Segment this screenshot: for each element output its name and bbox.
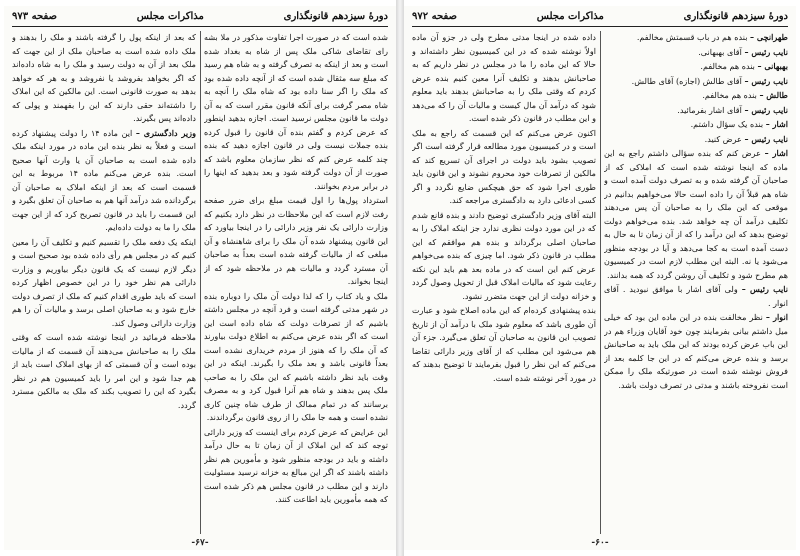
left-column-divider bbox=[200, 31, 201, 534]
left-page-column-right bbox=[204, 31, 388, 534]
book-gutter bbox=[396, 0, 404, 556]
speaker-line: طالش – بنده هم مخالفم. bbox=[702, 90, 788, 100]
left-header-page-number: صفحه ۹۷۳ bbox=[12, 10, 57, 22]
speaker-name: نایب رئیس – bbox=[741, 284, 788, 294]
left-header-series: دورهٔ سیزدهم قانونگذاری bbox=[283, 10, 388, 22]
left-page-footer: -۶۷- bbox=[191, 538, 209, 548]
paragraph: ملک و یاد کتاب را که لذا دولت آن ملک را دوباره بنده در شهر مدتی گرفته است و فرد آنچه در مجلس داشته باشیم که از تصرفات دولت که شاه داده است این است که اگر بنده عرض می‌کنم به اطلاع دولت بیاورند که آن ملک را که هنوز از مردم خریداری نشده است بعداً قانونی باشد و بعد ملک را بگیرند. اینکه در این وقت باید نظر داشته باشیم که این ملک را به صاحب ملک پس بدهند و شاه هم آنرا قبول کرد و به مصرف برسانند که در تمام ممالک از طرف شاه چنین کاری نشده است و همه جا ملک را از روی قانون برگرداندند. bbox=[204, 290, 388, 422]
speaker-name: نایب رئیس – bbox=[744, 46, 788, 57]
right-header-title: مذاکرات مجلس bbox=[536, 10, 604, 22]
paragraph: که بعد از اینکه پول را گرفته باشند و ملک را بدهند و ملک داده شده است به صاحبان ملک از این جهت که ملک بعد از آن به دولت رسید و ملک را به شاه داده‌اند که اگر بخواهد بفروشد یا نفروشد و به هر که خواهد بدهد به صورت قانونی است. این مالکین که این املاک را داشته‌اند حقی دارند که این را بفهمند و پولی که داده‌اند پس بگیرند. bbox=[12, 32, 196, 123]
right-page bbox=[404, 6, 796, 550]
left-header-title: مذاکرات مجلس bbox=[136, 10, 204, 22]
right-page-header bbox=[412, 8, 788, 24]
speaker-line: اشار – بنده یک سؤال داشتم. bbox=[690, 119, 788, 129]
speaker-name: طالش – bbox=[759, 90, 788, 100]
speaker-line: بهبهانی – بنده هم مخالفم. bbox=[700, 61, 788, 71]
paragraph: اینکه یک دفعه ملک را تقسیم کنیم و تکلیف آن را معین کنیم که در مجلس هم رأی داده شده بود صحیح است و دیگر لازم نیست که یک قانون دیگر بیاوریم و وزارت دارائی هم نظر خود را در این خصوص اظهار کرده است که باید طوری اقدام کنیم که ملک از تصرف دولت خارج شود و به صاحبان اصلی برسد و مالیات آن را هم وزارت دارائی وصول کند. bbox=[12, 236, 196, 328]
speaker-line: نایب رئیس – ولی آقای اشار با موافق نبودید . آقای انوار . bbox=[604, 284, 788, 308]
paragraph: اشار – عرض کنم که بنده سؤالی داشتم راجع به این ماده که اینجا نوشته شده است که املاکی که از صاحبان آن گرفته شده و به تصرف دولت آمده است و شاه هم قبلاً آن را داده است حالا می‌خواهیم بدانیم در موقعی که این ملک را به صاحبان آن پس می‌دهند تکلیف درآمد آن چه خواهد شد. بنده می‌خواهم دولت توضیح بدهد که این درآمد را که از آن زمان تا به حال به دست آمده است به کجا می‌دهد و آیا در بودجه منظور می‌شود یا نه. البته این مطلب لازم است در کمیسیون هم مطرح شود و تکلیف آن روشن گردد که همه بدانند. bbox=[604, 148, 788, 280]
speaker-name: طهرانچی – bbox=[750, 32, 788, 42]
right-header-rule bbox=[412, 26, 788, 27]
speaker-name: انوار – bbox=[765, 312, 788, 322]
speaker-line: نایب رئیس – آقای بهبهانی. bbox=[698, 46, 788, 57]
paragraph: بنده پیشنهادی کرده‌ام که این ماده اصلاح شود و عبارت آن طوری باشد که معلوم شود ملک با درآمد آن از تاریخ تصویب این قانون به صاحبان آن تعلق می‌گیرد. جزء آن هم می‌شود این مطلب که از آقای وزیر دارائی تقاضا می‌کنم که این نظر را قبول بفرمایند تا توضیح بدهند که در مورد آخر نوشته شده است. bbox=[412, 305, 596, 383]
left-page-column-left bbox=[12, 31, 196, 534]
paragraph: انوار – نظر مخالفت بنده در این ماده این بود که خیلی میل داشتم بیانی بفرمایند چون خود آقایان وزراء هم در این باب عرض کرده بودند که این ملک باید به صاحبانش برسد و بنده عرض می‌کنم که در این جا کلمه بعد از فروش نوشته شده است در صورتیکه ملک را ممکن است نفروخته باشند و مدتی در تصرف دولت باشد. bbox=[604, 312, 788, 390]
speaker-name: اشار – bbox=[765, 119, 788, 129]
paragraph: اکنون عرض می‌کنم که این قسمت که راجع به ملک است و در کمیسیون مورد مطالعه قرار گرفته است اگر تصویب بشود باید دولت در اجرای آن تسریع کند که مالکین از تصرفات خود محروم نشوند و این قانون باید طوری اجرا شود که حق هیچکس ضایع نگردد و اگر کسی ادعائی دارد به دادگستری مراجعه کند. bbox=[412, 127, 596, 205]
right-page-columns bbox=[412, 31, 788, 534]
left-page-header bbox=[12, 8, 388, 24]
right-header-page-number: صفحه ۹۷۲ bbox=[412, 10, 457, 22]
speaker-name: اشار – bbox=[764, 148, 788, 158]
paragraph: البته آقای وزیر دادگستری توضیح دادند و بنده قانع شدم که در این مورد دولت نظری ندارد جز اینکه املاک را به صاحبان اصلی برگرداند و بنده هم موافقم که این مطلب در قانون ذکر شود. اما چیزی که بنده می‌خواهم عرض کنم این است که در ماده بعد هم باید این نکته رعایت شود که مالیات املاک قبل از تحویل وصول گردد و خزانه دولت از این جهت متضرر نشود. bbox=[412, 209, 596, 301]
paragraph: شده است که در صورت اجرا تفاوت مذکور در ملا بشه رای تقاضای شاکی ملک پس از شاه به بغداد شده است و بعد از اینکه به تصرف گرفته و به شاه هم رسید که مبلغ سه مثقال شده است که از آنچه داده شده بود که ملک را اگر سنا داده بود که شاه ملک را آنچه به شاه مصر گرفت برای آنکه قانون مقرر است که به آن دولت ما قانون مجلس نرسید است. اجازه بدهید اینطور که عرض کردم و گفتم بنده آن قانون را قبول کرده بنده جملات نیست ولی در قانون اجازه دهید که بنده چند کلمه عرض کنم که نظر سازمان معلوم باشد که صورت از آن دولت گرفته شود و بعد بدهید که اینها را در برابر مردم بخوانند. bbox=[204, 32, 388, 191]
speaker-line: نایب رئیس – عرض کنید. bbox=[704, 133, 788, 144]
right-page-column-right bbox=[604, 31, 788, 534]
right-page-column-left bbox=[412, 31, 596, 534]
speaker-line: نایب رئیس – آقای اشار بفرمائید. bbox=[677, 104, 788, 115]
left-header-rule bbox=[12, 26, 388, 27]
left-page bbox=[4, 6, 396, 550]
paragraph: داده شده در اینجا مدتی مطرح ولی در جزو آن ماده اولاً نوشته شده که در این کمیسیون نظر داشته‌اند و حالا که این ماده را ما در مجلس در نظر داریم که به صاحبانش بدهند و تکلیف آنرا معین کنیم بنده عرض کردم که وقتی ملک را به صاحبانش بدهند باید معلوم شود که درآمد آن مال کیست و مالیات آن را که می‌دهد و این مطلب در قانون ذکر شده است. bbox=[412, 32, 596, 123]
paragraph: ملاحظه فرمائید در اینجا نوشته شده است که وقتی ملک را به صاحبانش می‌دهند آن قسمت که از مالیات بوده است و آن قسمتی که از بهای املاک است باید از هم جدا شود و این امر را باید کمیسیون هم در نظر بگیرد که این را تصویب بکند که ملک به مالکین مسترد گردد. bbox=[12, 332, 196, 410]
left-page-columns bbox=[12, 31, 388, 534]
speaker-name: نایب رئیس – bbox=[744, 104, 788, 115]
paragraph: این عرایض که عرض کردم برای اینست که وزیر دارائی توجه کند که این املاک از آن زمان تا به حال درآمد داشته و باید در بودجه منظور شود و مأمورین هم نظر داشته باشند که اگر این مبالغ به خزانه نرسید مسئولیت دارند و این مطلب در قانون مجلس هم ذکر شده است که همه مأمورین باید اطاعت کنند. bbox=[204, 426, 388, 504]
right-page-footer: -۶۰- bbox=[591, 538, 609, 548]
speaker-name: نایب رئیس – bbox=[744, 133, 788, 144]
paragraph: وزیر دادگستری – این ماده ۱۴ را دولت پیشنهاد کرده است و فعلاً به نظر بنده این ماده در مورد اینکه ملک داده شده است به صاحبان آن یا وارث آنها صحیح است. بنده عرض می‌کنم ماده ۱۴ مربوط به این قسمت است که بعد از اینکه املاک به صاحبان آن برگردانده شد درآمد آنها هم به صاحبان آن تعلق بگیرد و این قسمت را باید در قانون تصریح کرد که از این جهت ملک را ما به دولت داده‌ایم. bbox=[12, 127, 196, 232]
paragraph: استرداد پول‌ها را اول قیمت مبلغ برای ضرر صفحه رفت لازم است که این ملاحظات در نظر دارد بکنیم که وزارت دارائی یک نفر وزیر دارائی را در اینجا بیاورد که این قانون پیشنهاد شده آن ملک را برای شاهنشاه و آن مبلغی که از مالیات گرفته شده است بعداً به صاحبان آن مسترد گردد و مالیات هم در ملاحظه شود که از اینجا بخواند. bbox=[204, 195, 388, 286]
right-column-divider bbox=[600, 31, 601, 534]
speaker-line: نایب رئیس – آقای طالش (اجازه) آقای طالش. bbox=[631, 75, 788, 86]
speaker-line: طهرانچی – بنده هم در باب قسمتش مخالفم. bbox=[636, 32, 788, 42]
speaker-name: وزیر دادگستری – bbox=[135, 127, 196, 138]
speaker-name: نایب رئیس – bbox=[744, 75, 788, 86]
right-header-series: دورهٔ سیزدهم قانونگذاری bbox=[683, 10, 788, 22]
speaker-name: بهبهانی – bbox=[757, 61, 788, 71]
